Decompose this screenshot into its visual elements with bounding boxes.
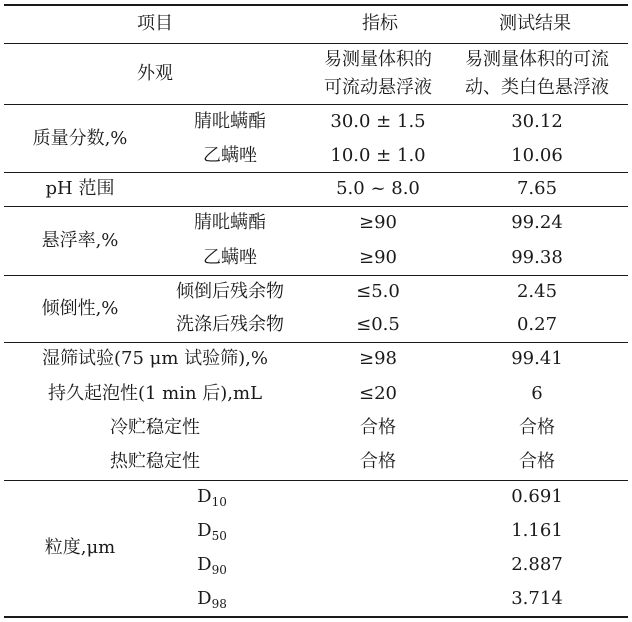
heat-storage-result: 合格 bbox=[519, 451, 555, 472]
mass-fraction-label: 质量分数,% bbox=[32, 128, 128, 149]
row-rule bbox=[4, 206, 628, 207]
particle-d-label: $D_{10}$ bbox=[197, 486, 227, 509]
wet-sieve-spec: ≥98 bbox=[359, 348, 397, 369]
header-spec: 指标 bbox=[362, 13, 398, 34]
header-rule bbox=[4, 43, 628, 44]
pourability-label: 倾倒性,% bbox=[41, 298, 119, 319]
pourability-spec: ≤5.0 bbox=[356, 281, 400, 302]
particle-d-result: 1.161 bbox=[511, 520, 563, 541]
row-rule bbox=[4, 480, 628, 481]
ph-spec: 5.0 ~ 8.0 bbox=[336, 178, 420, 199]
suspensibility-label: 悬浮率,% bbox=[41, 230, 119, 251]
pourability-name: 洗涤后残余物 bbox=[176, 314, 284, 335]
foam-label: 持久起泡性(1 min 后),mL bbox=[47, 383, 263, 404]
suspensibility-name: 腈吡螨酯 bbox=[194, 212, 266, 233]
suspensibility-name: 乙螨唑 bbox=[203, 247, 257, 268]
mass-fraction-spec: 30.0 ± 1.5 bbox=[330, 111, 426, 132]
suspensibility-result: 99.38 bbox=[511, 247, 563, 268]
cold-storage-spec: 合格 bbox=[360, 417, 396, 438]
cold-storage-result: 合格 bbox=[519, 417, 555, 438]
particle-d-result: 2.887 bbox=[511, 554, 563, 575]
bottom-rule bbox=[4, 616, 628, 618]
row-rule bbox=[4, 172, 628, 173]
particle-d-label: $D_{90}$ bbox=[197, 554, 227, 577]
top-rule bbox=[4, 4, 628, 6]
particle-d-label: $D_{98}$ bbox=[197, 588, 227, 611]
heat-storage-label: 热贮稳定性 bbox=[110, 451, 200, 472]
row-rule bbox=[4, 275, 628, 276]
row-rule bbox=[4, 342, 628, 343]
pourability-result: 0.27 bbox=[516, 314, 558, 335]
wet-sieve-result: 99.41 bbox=[511, 348, 563, 369]
mass-fraction-result: 30.12 bbox=[511, 111, 563, 132]
cold-storage-label: 冷贮稳定性 bbox=[110, 417, 200, 438]
appearance-label: 外观 bbox=[137, 63, 173, 84]
particle-d-result: 3.714 bbox=[511, 588, 563, 609]
mass-fraction-spec: 10.0 ± 1.0 bbox=[330, 145, 426, 166]
appearance-spec-line2: 可流动悬浮液 bbox=[324, 77, 432, 98]
foam-spec: ≤20 bbox=[359, 383, 397, 404]
mass-fraction-name: 腈吡螨酯 bbox=[194, 111, 266, 132]
suspensibility-spec: ≥90 bbox=[359, 212, 397, 233]
suspensibility-spec: ≥90 bbox=[359, 247, 397, 268]
particle-d-result: 0.691 bbox=[511, 486, 563, 507]
mass-fraction-name: 乙螨唑 bbox=[203, 145, 257, 166]
appearance-spec-line1: 易测量体积的 bbox=[324, 49, 432, 70]
mass-fraction-result: 10.06 bbox=[511, 145, 563, 166]
heat-storage-spec: 合格 bbox=[360, 451, 396, 472]
pourability-result: 2.45 bbox=[516, 281, 558, 302]
appearance-result-line2: 动、类白色悬浮液 bbox=[465, 77, 609, 98]
ph-result: 7.65 bbox=[516, 178, 558, 199]
wet-sieve-label: 湿筛试验(75 μm 试验筛),% bbox=[42, 348, 268, 369]
row-rule bbox=[4, 104, 628, 105]
pourability-name: 倾倒后残余物 bbox=[176, 281, 284, 302]
particle-size-label: 粒度,μm bbox=[44, 537, 116, 558]
foam-result: 6 bbox=[531, 383, 543, 404]
header-item: 项目 bbox=[137, 13, 173, 34]
pourability-spec: ≤0.5 bbox=[356, 314, 400, 335]
suspensibility-result: 99.24 bbox=[511, 212, 563, 233]
appearance-result-line1: 易测量体积的可流 bbox=[465, 49, 609, 70]
particle-d-label: $D_{50}$ bbox=[197, 520, 227, 543]
header-result: 测试结果 bbox=[499, 13, 571, 34]
ph-label: pH 范围 bbox=[45, 178, 115, 199]
